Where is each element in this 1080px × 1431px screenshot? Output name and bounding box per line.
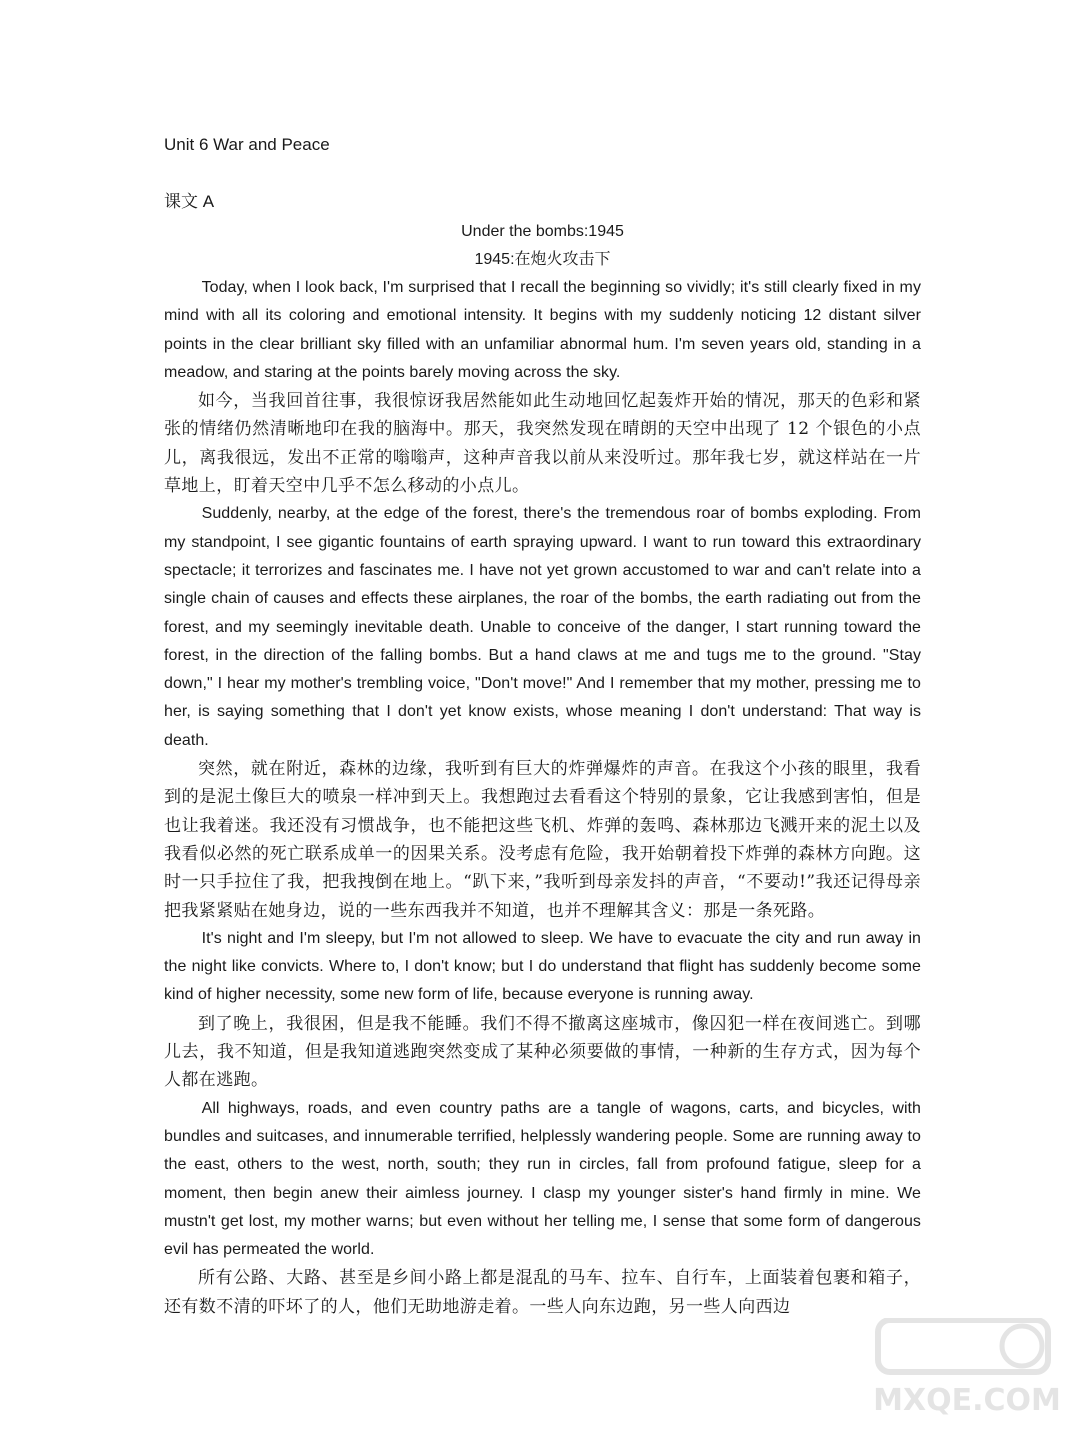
paragraph-en: Today, when I look back, I'm surprised that I recall the beginning so vividly; it's still clearly fixed in my mind with all its coloring and emotional intensity. It begins with my suddenly noticing 12 distant silver points in the clear brilliant sky filled with an unfamiliar abnormal hum. I'm seven years old, standing in a meadow, and staring at the points barely moving across the sky. [164,279,921,381]
paragraph-en: Suddenly, nearby, at the edge of the forest, there's the tremendous roar of bombs exploding. From my standpoint, I see gigantic fountains of earth spraying upward. I want to run toward this extraordinary spectacle; it terrorizes and fascinates me. I have not yet grown accustomed to war and can't relate into a single chain of causes and effects these airplanes, the roar of the bombs, the earth radiating out from the forest, and my seemingly inevitable death. Unable to conceive of the danger, I start running toward the forest, in the direction of the falling bombs. But a hand claws at me and tugs me to the ground. "Stay down," I hear my mother's trembling voice, "Don't move!" And I remember that my mother, pressing me to her, is saying something that I don't yet know exists, whose meaning I don't understand: That way is death. [164,505,921,749]
paragraph-en: All highways, roads, and even country paths are a tangle of wagons, carts, and bicycles, with bundles and suitcases, and innumerable terrified, helplessly wandering people. Some are running away to the east, others to the west, north, south; they run in circles, fall from profound fatigue, sleep for a moment, then begin anew their aimless journey. I clasp my younger sister's hand firmly in mine. We mustn't get lost, my mother warns; but even without her telling me, I sense that some form of dangerous evil has permeated the world. [164,1099,921,1259]
paragraph-zh: 如今，当我回首往事，我很惊讶我居然能如此生动地回忆起轰炸开始的情况，那天的色彩和紧张的情绪仍然清晰地印在我的脑海中。那天，我突然发现在晴朗的天空中出现了 12 个银色的小点儿，离我很远，发出不正常的嗡嗡声，这种声音我以前从来没听过。那年我七岁，就这样站在一片草地上，盯着天空中几乎不怎么移动的小点儿。 [164,391,921,497]
article-body [164,218,921,1321]
document-page [164,0,921,1431]
paragraph-zh: 突然，就在附近，森林的边缘，我听到有巨大的炸弹爆炸的声音。在我这个小孩的眼里，我看到的是泥土像巨大的喷泉一样冲到天上。我想跑过去看看这个特别的景象，它让我感到害怕，但是也让我着迷。我还没有习惯战争，也不能把这些飞机、炸弹的轰鸣、森林那边飞溅开来的泥土以及我看似必然的死亡联系成单一的因果关系。没考虑有危险，我开始朝着投下炸弹的森林方向跑。这时一只手拉住了我，把我拽倒在地上。“趴下来，”我听到母亲发抖的声音，“不要动!”我还记得母亲把我紧紧贴在她身边，说的一些东西我并不知道，也并不理解其含义：那是一条死路。 [164,759,921,921]
article-title-en: Under the bombs:1945 [461,223,624,240]
unit-title: Unit 6 War and Peace [164,135,330,154]
watermark-circle [1002,1326,1042,1366]
paragraph-en: It's night and I'm sleepy, but I'm not allowed to sleep. We have to evacuate the city and run away in the night like convicts. Where to, I don't know; but I do understand that flight has suddenly become some kind of higher necessity, some new form of life, because everyone is running away. [164,929,921,1004]
article-title-zh: 1945:在炮火攻击下 [474,251,611,268]
paragraph-zh: 到了晚上，我很困，但是我不能睡。我们不得不撤离这座城市，像囚犯一样在夜间逃亡。到哪儿去，我不知道，但是我知道逃跑突然变成了某种必须要做的事情，一种新的生存方式，因为每个人都在逃跑。 [164,1013,921,1091]
paragraph-zh: 所有公路、大路、甚至是乡间小路上都是混乱的马车、拉车、自行车，上面装着包裹和箱子，还有数不清的吓坏了的人，他们无助地游走着。一些人向东边跑，另一些人向西边 [164,1268,921,1317]
watermark-text: MXQE.COM [873,1383,1061,1418]
watermark-logo [872,1318,1062,1422]
section-label: 课文 A [164,192,215,211]
